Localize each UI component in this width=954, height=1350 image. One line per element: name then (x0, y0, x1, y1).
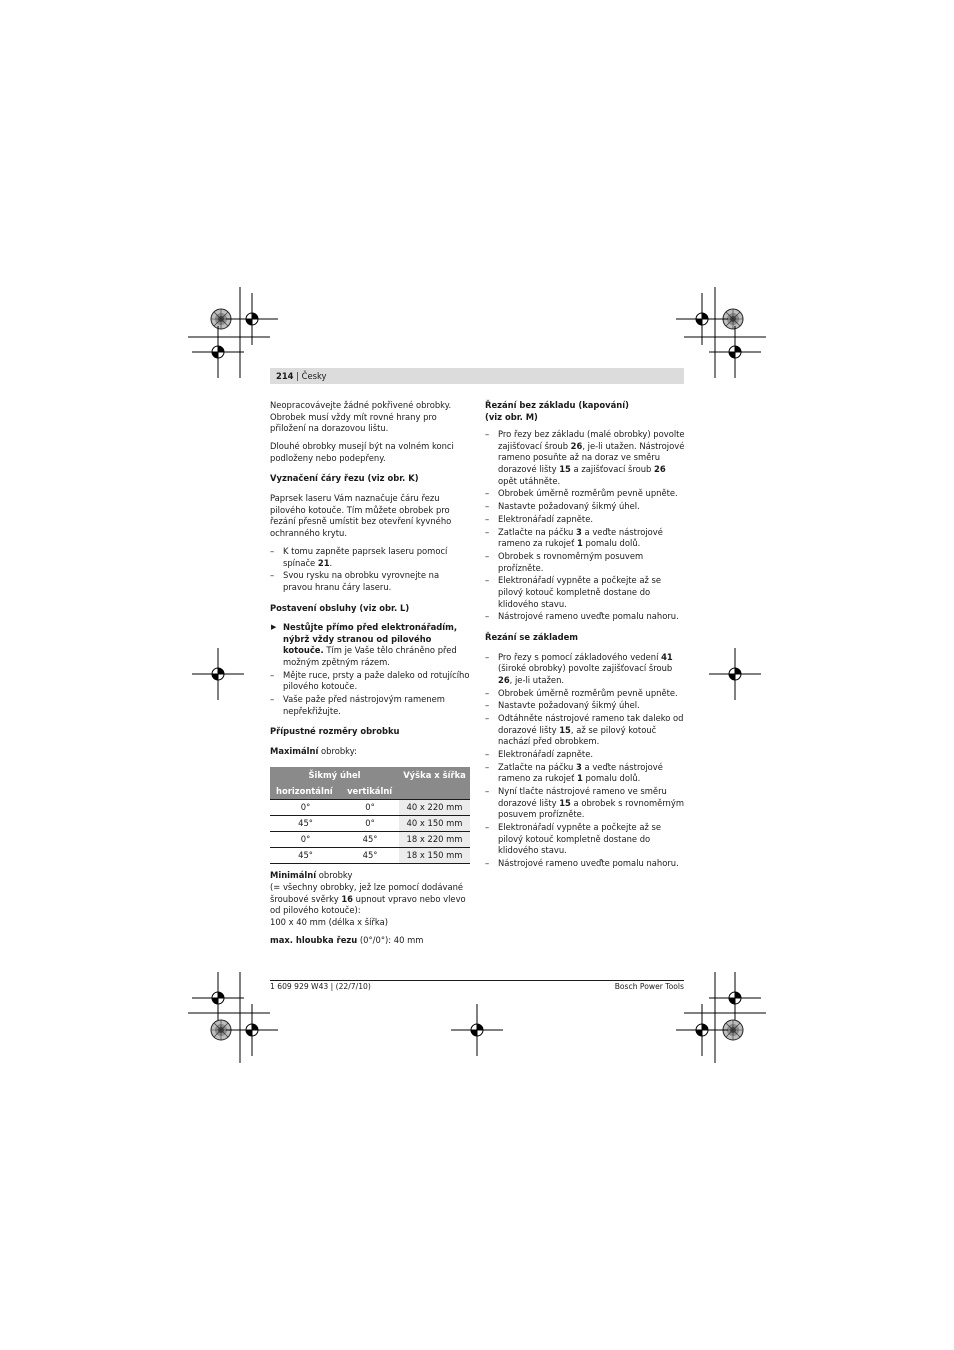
list-item: – Odtáhněte nástrojové rameno tak daleko od dorazové lišty 15, až se pilový kotouč nachází před obrobkem. (485, 713, 685, 748)
paragraph: max. hloubka řezu (0°/0°): 40 mm (270, 934, 424, 945)
list-item: – Vaše paže před nástrojovým ramenem nepřekřižujte. (270, 694, 470, 717)
paragraph: Maximální obrobky: (270, 745, 357, 756)
paragraph: Paprsek laseru Vám naznačuje čáru řezu pilového kotouče. Tím můžete obrobek pro řezání přesně umístit bez otevření kyvného ochranného krytu. (270, 493, 452, 538)
table-row: 0° 0° 40 x 220 mm (270, 800, 470, 816)
table-subheader-vertical: vertikální (341, 783, 399, 800)
section-heading: Přípustné rozměry obrobku (270, 726, 400, 737)
warning-item: ▶ Nestůjte přímo před elektronářadím, nýbrž vždy stranou od pilového kotouče. Tím je Vaše tělo chráněno před možným zpětným rázem. (270, 622, 470, 668)
table-row: 0° 45° 18 x 220 mm (270, 832, 470, 848)
list-item: – Elektronářadí vypněte a počkejte až se pilový kotouč kompletně dostane do klidového stavu. (485, 575, 685, 610)
list-item: – K tomu zapněte paprsek laseru pomocí spínače 21. (270, 546, 470, 569)
page-number: 214 (276, 371, 294, 381)
bullet-list (485, 429, 685, 623)
list-item: – Elektronářadí vypněte a počkejte až se pilový kotouč kompletně dostane do klidového stavu. (485, 822, 685, 857)
list-item: – Obrobek úměrně rozměrům pevně upněte. (485, 488, 685, 500)
list-item: – Nyní tlačte nástrojové rameno ve směru dorazové lišty 15 a obrobek s rovnoměrným posuvem prořízněte. (485, 786, 685, 821)
section-heading: Řezání bez základu (kapování) (viz obr. M) (485, 400, 629, 422)
page-header (276, 369, 327, 383)
left-column (270, 400, 470, 953)
bullet-list (485, 652, 685, 870)
header-language: Česky (301, 371, 327, 381)
paragraph: Minimální obrobky (270, 870, 353, 881)
header-bar (270, 368, 684, 384)
section-heading: Postavení obsluhy (viz obr. L) (270, 602, 410, 613)
list-item: – Mějte ruce, prsty a paže daleko od rotujícího pilového kotouče. (270, 670, 470, 693)
section-heading: Vyznačení čáry řezu (viz obr. K) (270, 473, 419, 484)
paragraph: Dlouhé obrobky musejí být na volném konci podloženy nebo podepřeny. (270, 441, 454, 463)
table-header-size: Výška x šířka (399, 767, 470, 800)
list-item: – Nástrojové rameno uveďte pomalu nahoru. (485, 858, 685, 870)
paragraph: (= všechny obrobky, jež lze pomocí dodávané šroubové svěrky 16 upnout vpravo nebo vlevo od pilového kotouče): (270, 882, 466, 916)
list-item: – Elektronářadí zapněte. (485, 749, 685, 761)
list-item: – Zatlačte na páčku 3 a veďte nástrojové rameno za rukojeť 1 pomalu dolů. (485, 762, 685, 785)
header-separator: | (293, 371, 302, 381)
bullet-list (270, 546, 470, 594)
bullet-list (270, 622, 470, 717)
table-subheader-horizontal: horizontální (270, 783, 341, 800)
list-item: – Nastavte požadovaný šikmý úhel. (485, 501, 685, 513)
footer-brand: Bosch Power Tools (614, 982, 684, 991)
list-item: – Nástrojové rameno uveďte pomalu nahoru. (485, 611, 685, 623)
footer-doc-number: 1 609 929 W43 | (22/7/10) (270, 982, 371, 991)
list-item: – Svou rysku na obrobku vyrovnejte na pravou hranu čáry laseru. (270, 570, 470, 593)
section-heading: Řezání se základem (485, 632, 579, 642)
list-item: – Pro řezy s pomocí základového vedení 41 (široké obrobky) povolte zajišťovací šroub 26, je-li utažen. (485, 652, 685, 687)
paragraph: 100 x 40 mm (délka x šířka) (270, 916, 388, 927)
footer-rule (270, 980, 684, 981)
list-item: – Obrobek s rovnoměrným posuvem prořízněte. (485, 551, 685, 574)
table-row: 45° 45° 18 x 150 mm (270, 848, 470, 864)
dimensions-table (270, 767, 470, 864)
right-column (485, 400, 685, 876)
list-item: – Pro řezy bez základu (malé obrobky) povolte zajišťovací šroub 26, je-li utažen. Nástrojové rameno posuňte až na doraz ve směru dorazové lišty 15 a zajišťovací šroub 26 opět utáhněte. (485, 429, 685, 487)
list-item: – Elektronářadí zapněte. (485, 514, 685, 526)
table-row: 45° 0° 40 x 150 mm (270, 816, 470, 832)
table-header-angle: Šikmý úhel (270, 767, 399, 783)
list-item: – Zatlačte na páčku 3 a veďte nástrojové rameno za rukojeť 1 pomalu dolů. (485, 527, 685, 550)
list-item: – Nastavte požadovaný šikmý úhel. (485, 700, 685, 712)
paragraph: Neopracovávejte žádné pokřivené obrobky. Obrobek musí vždy mít rovné hrany pro přiložení na dorazovou lištu. (270, 400, 452, 434)
list-item: – Obrobek úměrně rozměrům pevně upněte. (485, 688, 685, 700)
